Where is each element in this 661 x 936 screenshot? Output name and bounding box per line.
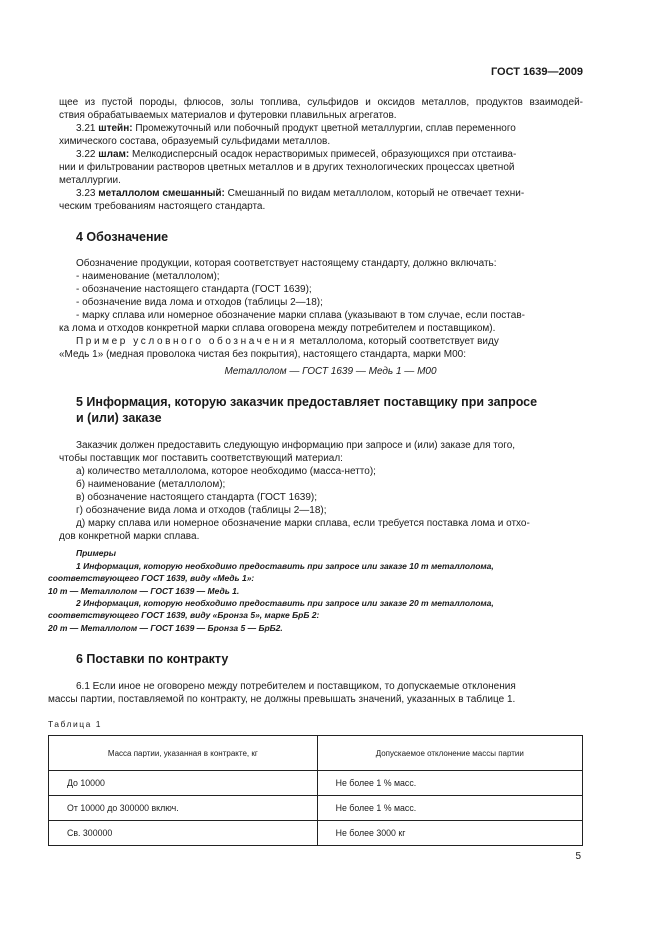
s4-item-cont: ка лома и отходов конкретной марки сплава оговорена между потребителем и поставщиком). xyxy=(59,323,496,334)
table-caption: Таблица 1 xyxy=(48,719,102,729)
definition-3-21 xyxy=(76,123,583,135)
s4-example-cont: «Медь 1» (медная проволока чистая без покрытия), настоящего стандарта, марки М00: xyxy=(59,349,466,360)
table-header-row xyxy=(49,736,583,771)
table-row xyxy=(49,796,583,821)
s5-item: г) обозначение вида лома и отходов (таблицы 2—18); xyxy=(76,505,327,516)
table-header-cell: Масса партии, указанная в контракте, кг xyxy=(49,736,318,771)
definition-3-22-cont2: металлургии. xyxy=(59,175,121,186)
s5-item: б) наименование (металлолом); xyxy=(76,479,226,490)
s4-example xyxy=(76,336,499,348)
s5-intro-cont: чтобы поставщик мог поставить соответствующий материал: xyxy=(59,453,343,464)
intro-line-1: щее из пустой породы, флюсов, золы топлива, сульфидов и оксидов металлов, продуктов взаимодей- xyxy=(59,97,583,108)
definition-3-22 xyxy=(76,149,516,161)
table-cell: Не более 3000 кг xyxy=(317,821,582,846)
designation-formula: Металлолом — ГОСТ 1639 — Медь 1 — М00 xyxy=(224,366,437,377)
example-1-line-2: соответствующего ГОСТ 1639, виду «Медь 1»: xyxy=(48,573,255,583)
example-1-line-1: 1 Информация, которую необходимо предоставить при запросе или заказе 10 т металлолома, xyxy=(76,561,494,571)
s4-item: - обозначение вида лома и отходов (таблицы 2—18); xyxy=(76,297,323,308)
table-cell: Св. 300000 xyxy=(49,821,318,846)
s5-item: а) количество металлолома, которое необходимо (масса-нетто); xyxy=(76,466,376,477)
section-6-heading: 6 Поставки по контракту xyxy=(76,652,229,666)
definition-number: 3.22 xyxy=(76,149,96,160)
definition-term: металлолом смешанный: xyxy=(98,188,225,199)
table-cell: От 10000 до 300000 включ. xyxy=(49,796,318,821)
definition-text: Промежуточный или побочный продукт цветной металлургии, сплав переменного xyxy=(135,123,516,134)
example-lead: Пример условного обозначения xyxy=(76,336,297,347)
examples-title: Примеры xyxy=(76,548,116,558)
definition-3-22-cont: нии и фильтровании растворов цветных металлов и в других технологических процессах цветной xyxy=(59,162,515,173)
s5-intro: Заказчик должен предоставить следующую информацию при запросе и (или) заказе для того, xyxy=(76,440,516,451)
example-2-line-1: 2 Информация, которую необходимо предоставить при запросе или заказе 20 т металлолома, xyxy=(76,598,494,608)
s5-item: д) марку сплава или номерное обозначение марки сплава, если требуется поставка лома и отхо- xyxy=(76,518,530,529)
s4-intro: Обозначение продукции, которая соответствует настоящему стандарту, должно включать: xyxy=(76,258,497,269)
s6-paragraph: 6.1 Если иное не оговорено между потребителем и поставщиком, то допускаемые отклонения xyxy=(76,681,516,692)
page-number: 5 xyxy=(575,851,581,862)
table-cell: До 10000 xyxy=(49,771,318,796)
definition-number: 3.23 xyxy=(76,188,96,199)
example-2-line-3: 20 т — Металлолом — ГОСТ 1639 — Бронза 5 — БрБ2. xyxy=(48,623,283,633)
table-cell: Не более 1 % масс. xyxy=(317,771,582,796)
definition-text: Мелкодисперсный осадок нерастворимых примесей, образующихся при отстаива- xyxy=(132,149,517,160)
example-2-line-2: соответствующего ГОСТ 1639, виду «Бронза 5», марке БрБ 2: xyxy=(48,610,320,620)
section-4-heading: 4 Обозначение xyxy=(76,230,169,244)
definition-number: 3.21 xyxy=(76,123,96,134)
section-5-heading-l2: и (или) заказе xyxy=(76,411,162,425)
table-row xyxy=(49,771,583,796)
intro-line-2: ствия обрабатываемых материалов и футеровки плавильных агрегатов. xyxy=(59,110,397,121)
example-rest: металлолома, который соответствует виду xyxy=(299,336,499,347)
table-1 xyxy=(48,735,583,846)
section-5-heading-l1: 5 Информация, которую заказчик предоставляет поставщику при запросе xyxy=(76,395,538,409)
definition-term: шлам: xyxy=(98,149,130,160)
definition-3-21-cont: химического состава, образуемый сульфидами металлов. xyxy=(59,136,331,147)
definition-3-23 xyxy=(76,188,524,200)
s5-item-cont: дов конкретной марки сплава. xyxy=(59,531,200,542)
table-cell: Не более 1 % масс. xyxy=(317,796,582,821)
table-header-cell: Допускаемое отклонение массы партии xyxy=(317,736,582,771)
document-id: ГОСТ 1639—2009 xyxy=(490,66,583,78)
definition-term: штейн: xyxy=(98,123,133,134)
s6-paragraph-cont: массы партии, поставляемой по контракту, не должны превышать значений, указанных в таблице 1. xyxy=(48,694,516,705)
definition-text: Смешанный по видам металлолом, который не отвечает техни- xyxy=(227,188,525,199)
s4-item: - наименование (металлолом); xyxy=(76,271,220,282)
table-row xyxy=(49,821,583,846)
s4-item: - обозначение настоящего стандарта (ГОСТ 1639); xyxy=(76,284,312,295)
definition-3-23-cont: ческим требованиям настоящего стандарта. xyxy=(59,201,266,212)
s4-item: - марку сплава или номерное обозначение марки сплава (указывают в том случае, если постав- xyxy=(76,310,525,321)
s5-item: в) обозначение настоящего стандарта (ГОСТ 1639); xyxy=(76,492,317,503)
example-1-line-3: 10 т — Металлолом — ГОСТ 1639 — Медь 1. xyxy=(48,586,240,596)
